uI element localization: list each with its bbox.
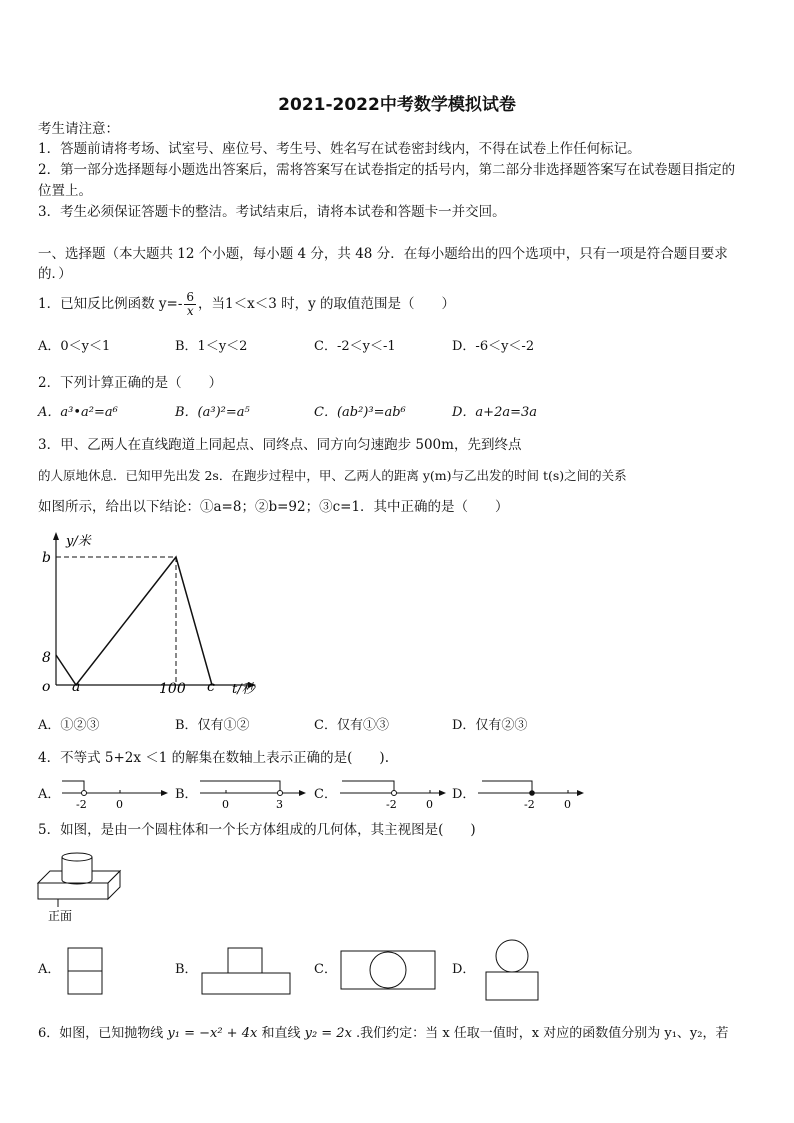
fraction-denominator: x [186, 304, 194, 318]
base-rect [202, 973, 290, 994]
option-d: D．仅有②③ [452, 718, 528, 733]
question-4-stem: 4．不等式 5+2x ＜1 的解集在数轴上表示正确的是( ). [38, 750, 389, 766]
question-2-stem: 2．下列计算正确的是（ ） [38, 375, 223, 391]
notice-item: 3．考生必须保证答题卡的整洁。考试结束后，请将本试卷和答题卡一并交回。 [38, 204, 506, 220]
solution-segment [200, 781, 280, 793]
notice-item: 1．答题前请将考场、试室号、座位号、考生号、姓名写在试卷密封线内，不得在试卷上作任何标记。 [38, 141, 641, 157]
tick-label: -2 [76, 798, 87, 811]
label-c: c [207, 679, 215, 695]
view-option-d [484, 938, 542, 1004]
q1-prefix: 1．已知反比例函数 y=- [38, 296, 183, 312]
tick-label: -2 [524, 798, 535, 811]
question-1-stem [38, 286, 455, 322]
option-d: D．-6＜y＜-2 [452, 339, 535, 354]
option-a: A．a³•a²=a⁶ [38, 405, 118, 420]
label-b: b [42, 550, 51, 566]
option-d: D．a+2a=3a [452, 405, 538, 420]
fraction [184, 291, 196, 318]
number-line-b [198, 777, 308, 811]
number-line-a [60, 777, 170, 811]
question-3-line: 如图所示，给出以下结论：①a=8；②b=92；③c=1．其中正确的是（ ） [38, 499, 509, 515]
tick-label: 0 [222, 798, 229, 811]
label-origin: o [42, 679, 51, 695]
notice-item: 位置上。 [38, 183, 92, 199]
notice-item: 2．第一部分选择题每小题选出答案后，需将答案写在试卷指定的括号内，第二部分非选择题答案写在试卷题目指定的 [38, 162, 736, 178]
tick-label: -2 [386, 798, 397, 811]
y-axis-arrow [53, 532, 59, 540]
option-b: B．仅有①② [175, 718, 250, 733]
option-c-letter: C． [314, 787, 337, 802]
notice-heading: 考生请注意： [38, 121, 119, 137]
axis-arrow [577, 790, 584, 796]
option-a: A．①②③ [38, 718, 100, 733]
option-b-letter: B． [175, 787, 198, 802]
solution-ray [482, 781, 532, 793]
option-c: C．仅有①③ [314, 718, 389, 733]
option-a-letter: A． [38, 962, 61, 977]
view-option-b [200, 946, 294, 998]
solid-figure [36, 849, 136, 925]
inner-circle [370, 952, 406, 988]
option-a: A．0＜y＜1 [38, 339, 111, 354]
cylinder-top [62, 853, 92, 861]
option-a-letter: A． [38, 787, 61, 802]
question-5-stem: 5．如图，是由一个圆柱体和一个长方体组成的几何体，其主视图是( ) [38, 822, 476, 838]
closed-point [529, 790, 535, 796]
option-c: C．(ab²)³=ab⁶ [314, 405, 406, 420]
axis-arrow [439, 790, 446, 796]
open-point [278, 791, 283, 796]
box-front [38, 883, 108, 899]
q6-suffix: .我们约定：当 x 任取一值时，x 对应的函数值分别为 y₁、y₂，若 [351, 1026, 729, 1041]
q6-middle: 和直线 [257, 1026, 305, 1041]
axis-arrow [299, 790, 306, 796]
distance-curve [56, 557, 212, 685]
open-point [82, 791, 87, 796]
open-point [392, 791, 397, 796]
label-a: a [72, 679, 81, 695]
option-d-letter: D． [452, 962, 476, 977]
tick-label: 0 [564, 798, 571, 811]
question-3-line: 3．甲、乙两人在直线跑道上同起点、同终点、同方向匀速跑步 500m，先到终点 [38, 437, 522, 453]
axis-arrow [161, 790, 168, 796]
tick-label: 3 [276, 798, 283, 811]
label-8: 8 [42, 650, 51, 666]
view-option-a [66, 946, 106, 998]
section-heading-cont: 的．） [38, 266, 72, 282]
page-title: 2021-2022中考数学模拟试卷 [278, 95, 516, 115]
number-line-d [476, 777, 586, 811]
question-3-line: 的人原地休息．已知甲先出发 2s．在跑步过程中，甲、乙两人的距离 y(m)与乙出发的时间 t(s)之间的关系 [38, 468, 627, 483]
top-rect [228, 948, 262, 973]
circle [496, 940, 528, 972]
section-heading: 一、选择题（本大题共 12 个小题，每小题 4 分，共 48 分．在每小题给出的四个选项中，只有一项是符合题目要求 [38, 246, 728, 262]
tick-label: 0 [116, 798, 123, 811]
rect [486, 972, 538, 1000]
y-axis-label: y/米 [66, 534, 91, 549]
option-c: C．-2＜y＜-1 [314, 339, 396, 354]
q1-suffix: ，当1＜x＜3 时，y 的取值范围是（ ） [198, 296, 456, 312]
solution-ray [342, 781, 394, 793]
option-b-letter: B． [175, 962, 198, 977]
q6-prefix: 6．如图，已知抛物线 [38, 1026, 168, 1041]
tick-label: 0 [426, 798, 433, 811]
option-d-letter: D． [452, 787, 476, 802]
solution-ray [62, 781, 84, 793]
q6-line: y₂ = 2x [304, 1026, 352, 1041]
number-line-c [338, 777, 448, 811]
option-c-letter: C． [314, 962, 337, 977]
q6-parabola: y₁ = −x² + 4x [167, 1026, 258, 1041]
question-6-stem [38, 1024, 729, 1044]
x-axis-label: t/秒 [232, 682, 255, 697]
fraction-numerator: 6 [186, 290, 195, 304]
option-b: B．(a³)²=a⁵ [175, 405, 250, 420]
distance-time-graph [32, 528, 272, 698]
view-option-c [339, 949, 439, 993]
option-b: B．1＜y＜2 [175, 339, 248, 354]
label-100: 100 [159, 681, 186, 697]
front-view-label: 正面 [48, 909, 73, 923]
